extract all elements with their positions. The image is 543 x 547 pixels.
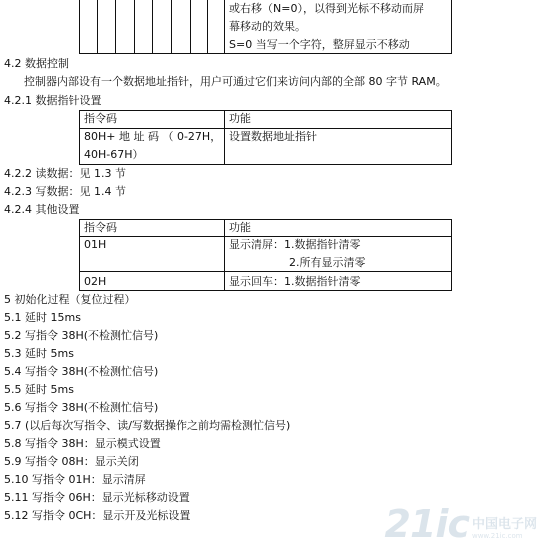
table-cell-function: 2.所有显示清零 (289, 256, 366, 269)
section-heading: 4.2.3 写数据：见 1.4 节 (4, 185, 126, 198)
paragraph: 控制器内部设有一个数据地址指针，用户可通过它们来访问内部的全部 80 字节 RAM。 (24, 75, 447, 88)
list-item: 5.7 (以后每次写指令、读/写数据操作之前均需检测忙信号) (4, 419, 291, 432)
table-border (79, 164, 452, 165)
table-cell-code: 80H+ 地 址 码 （ 0-27H， (84, 130, 222, 143)
table-border (79, 236, 452, 237)
list-item: 5.6 写指令 38H(不检测忙信号) (4, 401, 159, 414)
table-border (451, 0, 452, 53)
table-header-code: 指令码 (84, 221, 117, 234)
list-item: 5.5 延时 5ms (4, 383, 74, 396)
section-heading: 4.2.2 读数据：见 1.3 节 (4, 167, 126, 180)
list-item: 5.11 写指令 06H：显示光标移动设置 (4, 491, 190, 504)
watermark-logo (384, 502, 537, 546)
table-border (224, 0, 225, 53)
list-item: 5.1 延时 15ms (4, 311, 81, 324)
section-heading: 4.2.1 数据指针设置 (4, 94, 102, 107)
table-border (79, 290, 452, 291)
table-cell-code: 02H (84, 275, 107, 288)
table-border (79, 53, 452, 54)
watermark-text: 21ic (384, 502, 469, 546)
section-heading: 4.2 数据控制 (4, 57, 69, 70)
table-border (207, 0, 208, 53)
watermark-caption (472, 518, 537, 540)
table-cell-function: 显示清屏：1.数据指针清零 (229, 238, 361, 251)
table-border (79, 128, 452, 129)
table-cell-text: 幕移动的效果。 (229, 20, 306, 33)
list-item: 5.9 写指令 08H：显示关闭 (4, 455, 139, 468)
list-item: 5.12 写指令 0CH：显示开及光标设置 (4, 509, 191, 522)
table-cell-function: 设置数据地址指针 (229, 130, 317, 143)
table-border (171, 0, 172, 53)
table-cell-text: S=0 当写一个字符，整屏显示不移动 (229, 38, 410, 51)
table-border (79, 219, 452, 220)
table-border (97, 0, 98, 53)
table-border (79, 0, 80, 53)
table-border (79, 271, 452, 272)
list-item: 5.2 写指令 38H(不检测忙信号) (4, 329, 159, 342)
table-cell-code: 01H (84, 238, 107, 251)
list-item: 5.8 写指令 38H：显示模式设置 (4, 437, 161, 450)
list-item: 5.3 延时 5ms (4, 347, 74, 360)
table-cell-text: 或右移（N=0），以得到光标不移动而屏 (229, 2, 424, 15)
list-item: 5.10 写指令 01H：显示清屏 (4, 473, 146, 486)
table-cell-code: 40H-67H） (84, 148, 144, 161)
table-header-function: 功能 (229, 112, 251, 125)
table-border (190, 0, 191, 53)
table-border (152, 0, 153, 53)
table-border (134, 0, 135, 53)
section-heading: 4.2.4 其他设置 (4, 203, 80, 216)
section-heading: 5 初始化过程（复位过程） (4, 293, 136, 306)
table-border (451, 219, 452, 291)
watermark-url-text: www.21ic.com (471, 532, 523, 540)
table-cell-function: 显示回车：1.数据指针清零 (229, 275, 361, 288)
table-header-function: 功能 (229, 221, 251, 234)
list-item: 5.4 写指令 38H(不检测忙信号) (4, 365, 159, 378)
table-border (115, 0, 116, 53)
table-border (451, 110, 452, 165)
table-header-code: 指令码 (84, 112, 117, 125)
table-border (79, 110, 452, 111)
watermark-cn-text: 中国电子网 (471, 517, 537, 532)
